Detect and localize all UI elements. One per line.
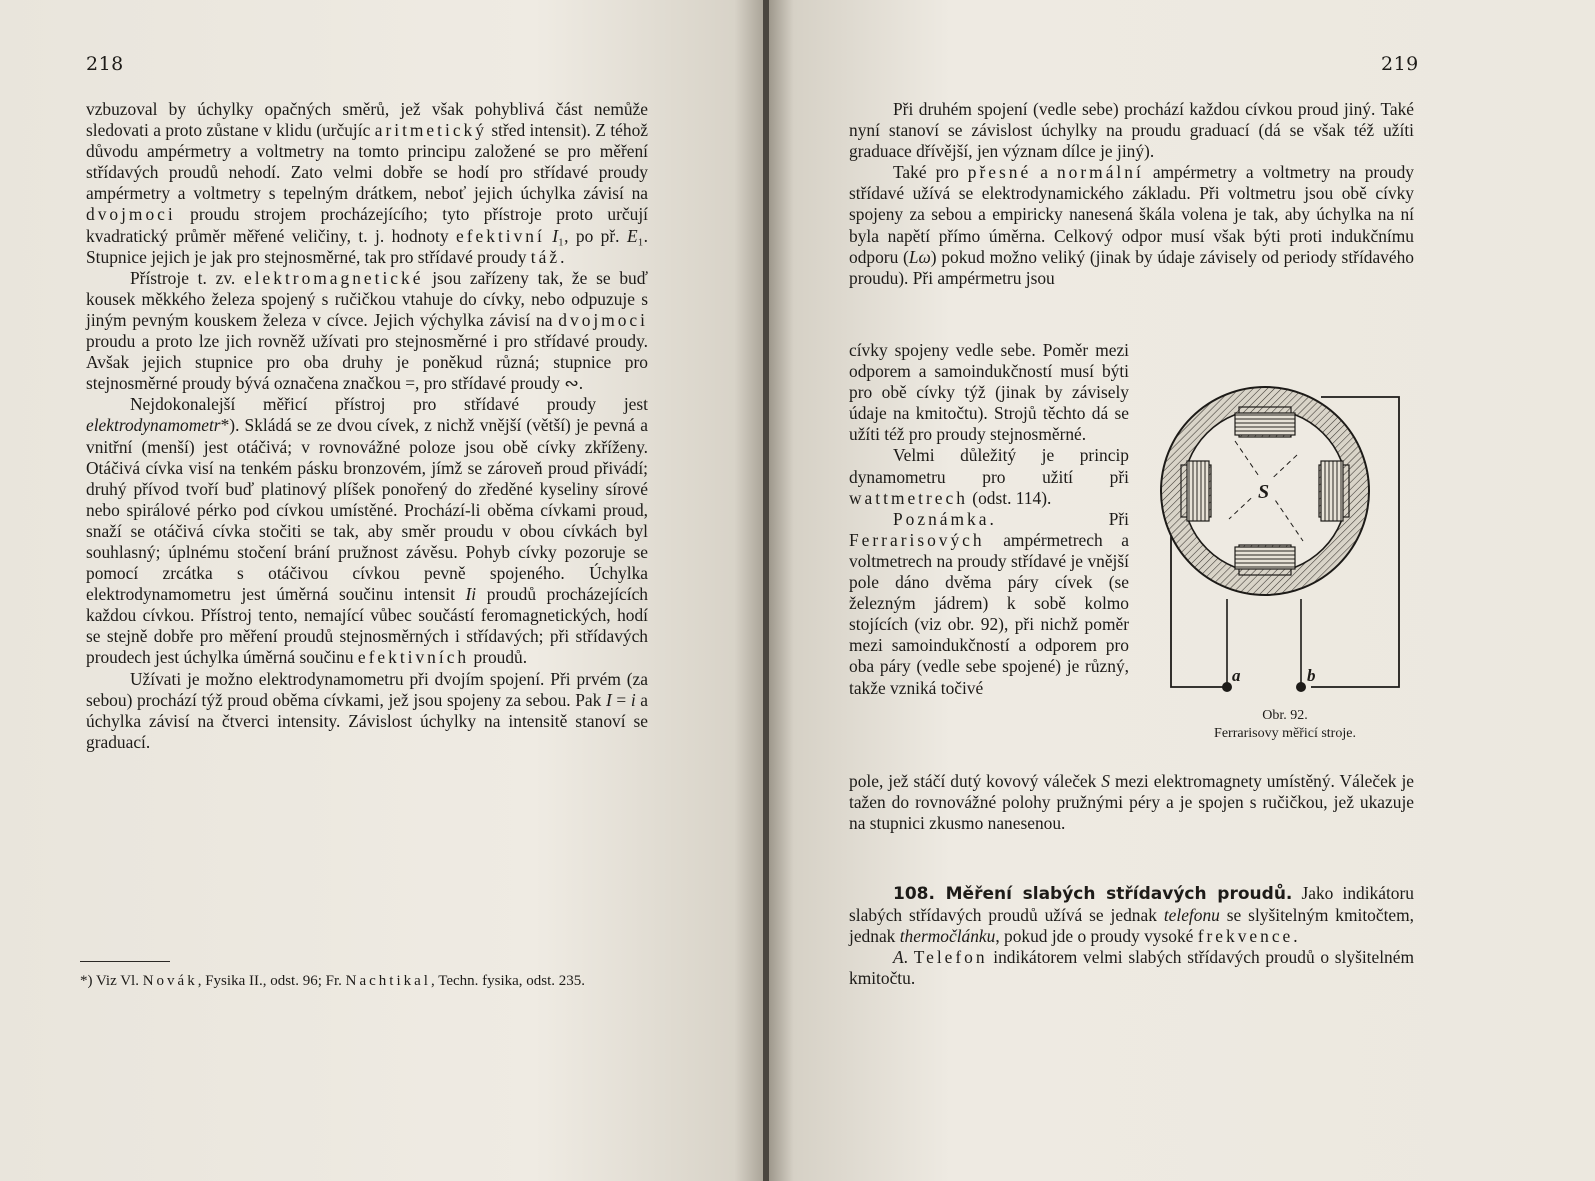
right-paragraph-3: cívky spojeny vedle sebe. Poměr mezi odporem a samoindukčností musí býti pro obě cívky týž (jinak by závisely údaje na kmitočtu). Strojů těchto dá se užíti též pro proudy stejnosměrné.: [849, 340, 1129, 445]
styled-run: frekvence: [1197, 926, 1294, 947]
left-page: [0, 0, 765, 1181]
footnote-rule: [80, 961, 170, 962]
styled-run: E: [626, 225, 638, 246]
figure-caption: [1150, 707, 1420, 743]
terminal-a-label: a: [1232, 666, 1241, 685]
styled-run: efektivní: [456, 225, 545, 246]
section-108: [849, 883, 1414, 989]
coil-top: [1235, 413, 1295, 435]
right-paragraph-6: pole, jež stáčí dutý kovový váleček S mezi elektromagnety umístěný. Váleček je tažen do rovnovážné polohy pružnými péry a je spojen s ručičkou, jež ukazuje na stupnici zkusmo nanesenou.: [849, 771, 1414, 834]
styled-run: telefonu: [1163, 905, 1220, 926]
figure-caption-text: Ferrarisovy měřicí stroje.: [1214, 726, 1356, 741]
coil-right: [1321, 461, 1343, 521]
footnote: *) Viz Vl. Novák, Fysika II., odst. 96; Fr. Nachtikal, Techn. fysika, odst. 235.: [80, 973, 586, 989]
styled-run: přesné: [967, 162, 1032, 183]
styled-run: wattmetrech: [849, 487, 968, 508]
styled-run: Poznámka: [893, 508, 990, 529]
rotor-label: S: [1258, 481, 1270, 503]
section-108-telefon: A. Telefon indikátorem velmi slabých střídavých proudů o slyšitelném kmitočtu.: [849, 947, 1414, 989]
right-narrow-text: [849, 340, 1129, 699]
styled-run: Nachtikal: [345, 973, 431, 989]
styled-run: aritmetický: [374, 120, 487, 141]
styled-run: dvojmoci: [86, 204, 176, 225]
figure-caption-number: Obr. 92.: [1262, 708, 1308, 723]
styled-run: thermočlánku: [899, 926, 996, 947]
terminal-b-label: b: [1307, 666, 1316, 685]
coil-bottom: [1235, 547, 1295, 569]
styled-run: normální: [1056, 162, 1144, 183]
styled-run: i: [630, 689, 636, 710]
left-paragraph-3: Nejdokonalejší měřicí přístroj pro střídavé proudy jest elektrodynamometr*). Skládá se ze dvou cívek, z nichž vnější (větší) je pevná a vnitřní (menší) jest otáčivá; v rovnovážné poloze jsou obě cívky zkříženy. Otáčivá cívka visí na tenkém pásku bronzovém, jímž se zároveň proud přivádí; druhý přívod tvoří buď platinový plíšek ponořený do zředěné kyseliny sírové nebo spirálové pérko pod cívkou umístěné. Prochází-li oběma cívkami proud, snaží se otáčivá cívka stočiti se tak, aby směr proudu v obou cívkách byl souhlasný; úplnému stočení brání pružnost závěsu. Pohyb cívky pozoruje se pomocí zrcátka s otáčivou cívkou pevně spojeného. Úchylka elektrodynamometru jest úměrná součinu intensit Ii proudů procházejících každou cívkou. Přístroj tento, nemající vůbec součástí feromagnetických, hodí se stejně dobře pro měření proudů stejnosměrných i střídavých; při střídavých proudech jest úchylka úměrná součinu efektivních proudů.: [86, 394, 649, 668]
right-paragraph-1: Při druhém spojení (vedle sebe) prochází každou cívkou proud jiný. Také nyní stanoví se závislost úchylky na proudu graduací (dá se však též užíti graduace dřívější, jen význam dílce je jiný).: [849, 99, 1414, 162]
styled-run: elektrodynamometr: [86, 415, 221, 436]
left-body-text: [86, 99, 648, 753]
section-108-paragraph: 108. Měření slabých střídavých proudů. Jako indikátoru slabých střídavých proudů užívá se jednak telefonu se slyšitelným kmitočtem, jednak thermočlánku, pokud jde o proudy vysoké frekvence.: [849, 883, 1415, 947]
styled-run: Lω: [908, 246, 931, 267]
styled-run: Novák: [142, 973, 198, 989]
styled-run: elektromagnetické: [244, 267, 424, 288]
styled-run: Telefon: [913, 947, 988, 968]
left-paragraph-2: Přístroje t. zv. elektromagnetické jsou zařízeny tak, že se buď kousek měkkého železa spojený s ručičkou vtahuje do cívky, nebo odpuzuje s jiným pevným kouskem železa v cívce. Jejich výchylka závisí na dvojmoci proudu a proto lze jich rovněž užívati pro stejnosměrné i pro střídavé proudy. Avšak jejich stupnice pro oba druhy je poněkud různá; stupnice pro stejnosměrné proudy bývá označena značkou =, pro střídavé proudy ∾.: [86, 267, 648, 394]
styled-run: dvojmoci: [558, 309, 648, 330]
styled-run: Ii: [465, 584, 477, 605]
styled-run: 108. Měření slabých střídavých proudů.: [893, 884, 1293, 904]
styled-run: A: [893, 947, 904, 968]
styled-run: I: [552, 225, 559, 246]
ferraris-diagram: [1131, 369, 1431, 709]
right-top-text: [849, 99, 1414, 289]
right-paragraph-5: Poznámka. Při Ferrarisových ampérmetrech a voltmetrech na proudy střídavé je vnější pole dáno dvěma páry cívek (se železným jádrem) k sobě kolmo stojících (viz obr. 92), při nichž poměr mezi samoindukčností a odporem pro oba páry (vedle sebe spojené) je různý, takže vzniká točivé: [849, 508, 1129, 698]
left-paragraph-4: Užívati je možno elektrodynamometru při dvojím spojení. Při prvém (za sebou) prochází týž proud oběma cívkami, jež jsou spojeny za sebou. Pak I = i a úchylka závisí na čtverci intensity. Závislost úchylky na intensitě stanoví se graduací.: [86, 668, 648, 752]
right-wide-text: [849, 771, 1414, 834]
ferraris-figure: [1131, 369, 1431, 709]
left-paragraph-1: vzbuzoval by úchylky opačných směrů, jež však pohyblivá část nemůže sledovati a proto zůstane v klidu (určujíc aritmetický střed intensit). Z téhož důvodu ampérmetry a voltmetry na tomto principu založené se pro měření střídavých proudů nehodí. Zato velmi dobře se hodí pro střídavé proudy ampérmetry a voltmetry s tepelným drátkem, neboť jejich úchylka závisí na dvojmoci proudu strojem procházejícího; tyto přístroje proto určují kvadratický průměr měřené veličiny, t. j. hodnoty efektivní I₁, po př. E₁. Stupnice jejich je jak pro stejnosměrné, tak pro střídavé proudy táž.: [86, 99, 648, 267]
right-paragraph-2: Také pro přesné a normální ampérmetry a voltmetry na proudy střídavé užívá se elektrodynamického základu. Při voltmetru jsou obě cívky spojeny za sebou a empiricky nanesená škála volena je tak, aby úchylka na ní byla napětí přímo úměrna. Celkový odpor musí však býti proti indukčnímu odporu (Lω) pokud možno veliký (jinak by údaje závisely od periody střídavého proudu). Při ampérmetru jsou: [849, 162, 1414, 288]
page-number-left: 218: [86, 53, 124, 75]
styled-run: táž: [530, 246, 561, 267]
styled-run: efektivních: [357, 647, 470, 668]
styled-run: Ferrarisových: [849, 529, 985, 550]
terminal-a: [1222, 682, 1232, 692]
coil-left: [1187, 461, 1209, 521]
styled-run: I: [605, 689, 612, 710]
styled-run: S: [1101, 771, 1110, 791]
right-paragraph-4: Velmi důležitý je princip dynamometru pro užití při wattmetrech (odst. 114).: [849, 445, 1129, 508]
page-number-right: 219: [1381, 53, 1419, 75]
terminal-b: [1296, 682, 1306, 692]
